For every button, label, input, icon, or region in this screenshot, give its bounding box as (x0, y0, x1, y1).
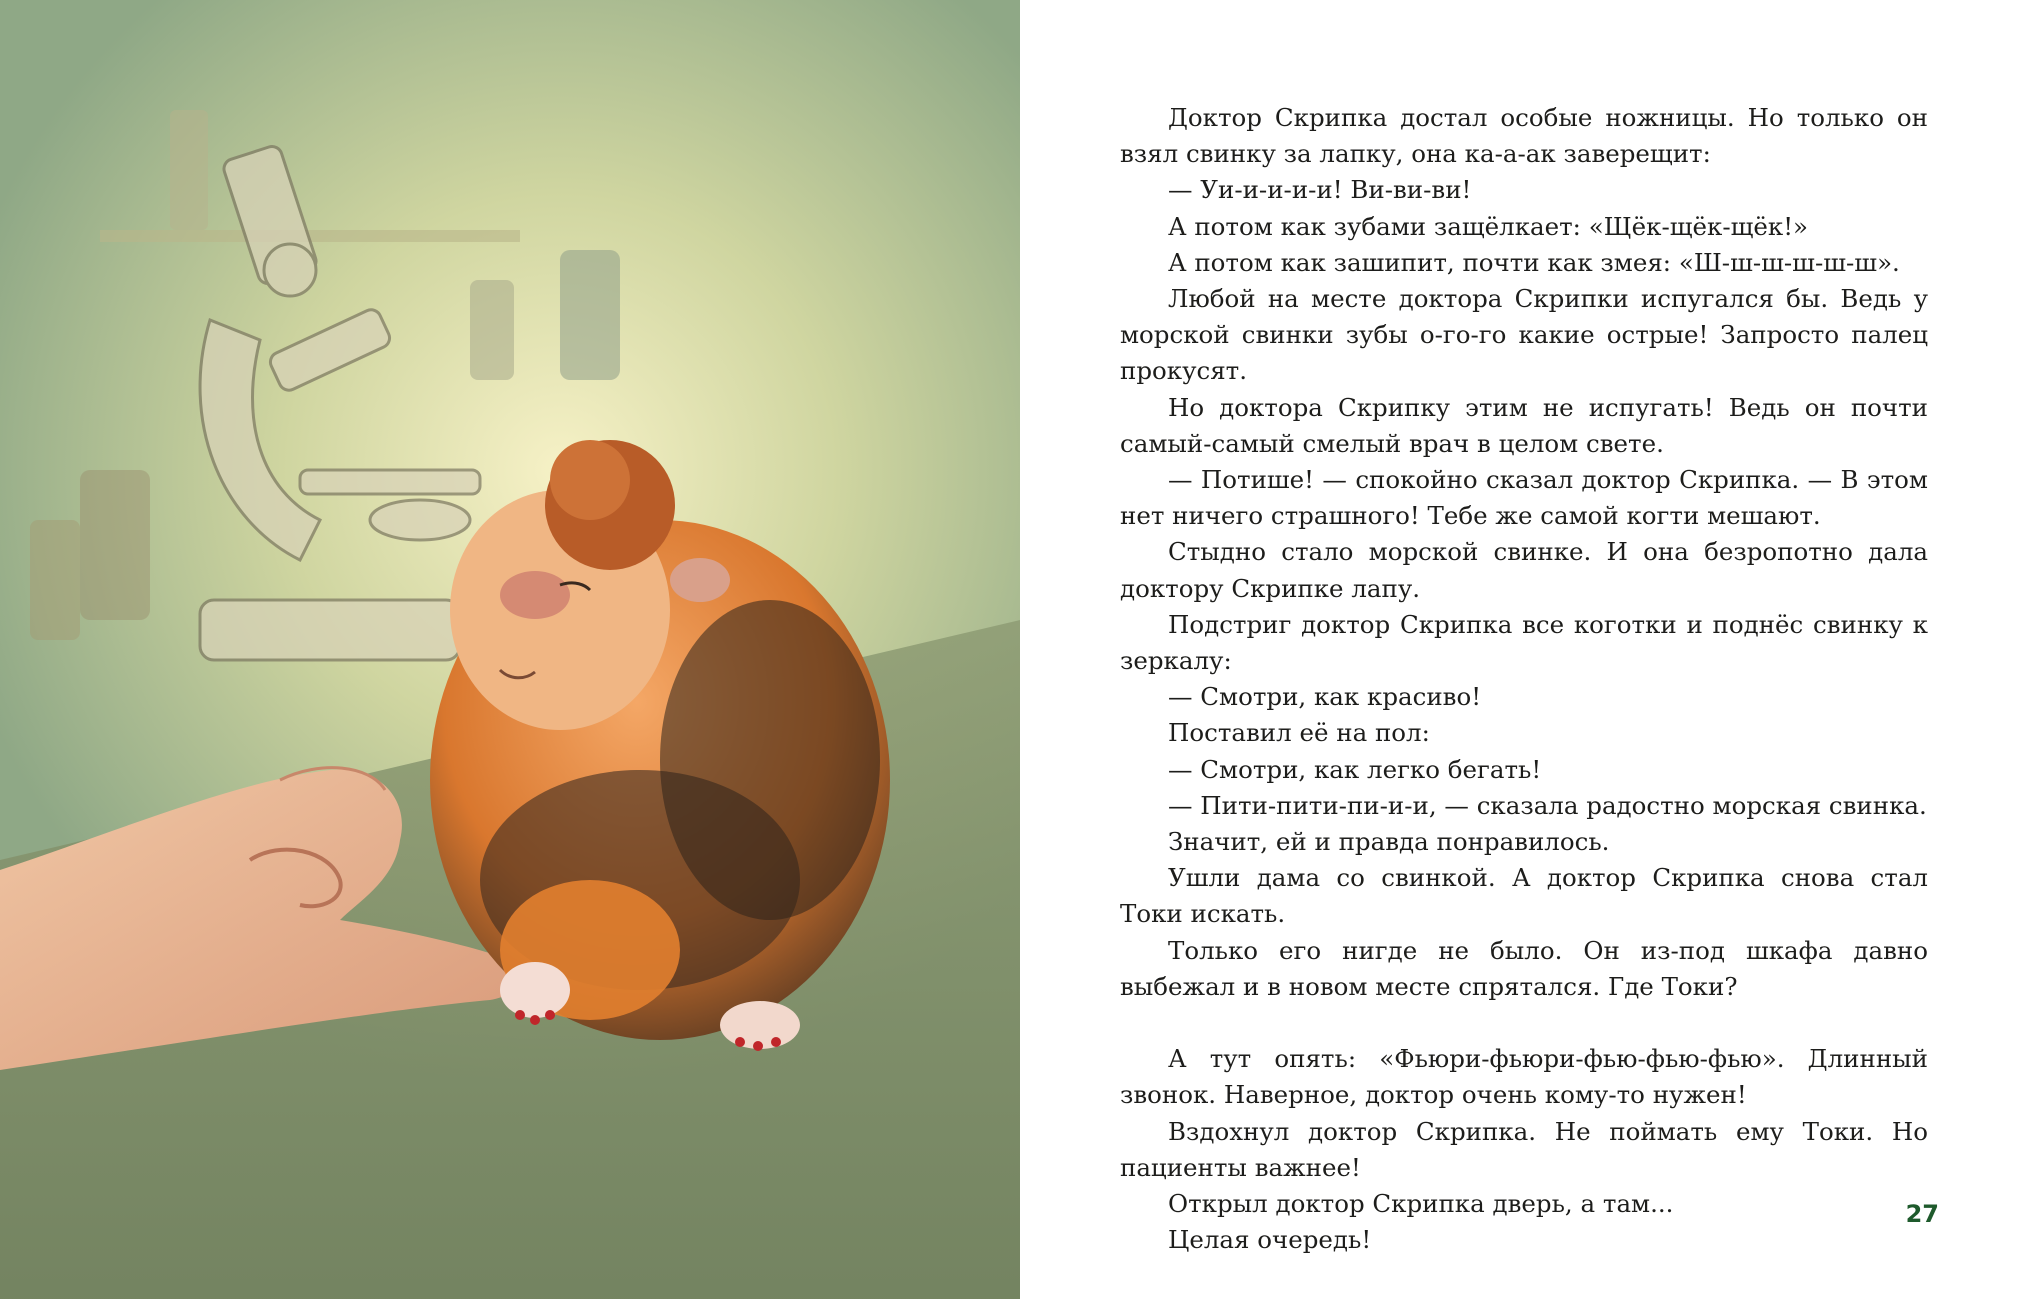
paragraph: А потом как зубами защёлкает: «Щёк-щёк-щёк!» (1168, 211, 1809, 241)
paragraph: Поставил её на пол: (1168, 718, 1430, 748)
story-text (1120, 100, 1928, 1258)
paragraph: Только его нигде не было. Он из-под шкафа давно выбежал и в новом месте спрятался. Где Токи? (1120, 935, 1928, 1001)
paragraph: Доктор Скрипка достал особые ножницы. Но только он взял свинку за лапку, она ка-а-ак заверещит: (1120, 103, 1928, 169)
paragraph: Значит, ей и правда понравилось. (1168, 827, 1610, 857)
paragraph: Ушли дама со свинкой. А доктор Скрипка снова стал Токи искать. (1120, 863, 1928, 929)
page-number: 27 (1905, 1200, 1939, 1228)
paragraph: — Смотри, как легко бегать! (1168, 754, 1542, 784)
paragraph: А тут опять: «Фьюри-фьюри-фью-фью-фью». Длинный звонок. Наверное, доктор очень кому-то нужен! (1120, 1044, 1928, 1110)
paragraph: Но доктора Скрипку этим не испугать! Ведь он почти самый-самый смелый врач в целом свете. (1120, 392, 1928, 458)
text-page (1020, 0, 2031, 1299)
paragraph: Любой на месте доктора Скрипки испугался бы. Ведь у морской свинки зубы о-го-го какие острые! Запросто палец прокусят. (1120, 284, 1928, 386)
paragraph: Целая очередь! (1168, 1225, 1372, 1255)
paragraph: Подстриг доктор Скрипка все коготки и поднёс свинку к зеркалу: (1120, 609, 1928, 676)
paragraph: А потом как зашипит, почти как змея: «Ш-ш-ш-ш-ш-ш». (1168, 247, 1900, 277)
paragraph: — Потише! — спокойно сказал доктор Скрипка. — В этом нет ничего страшного! Тебе же самой когти мешают. (1120, 465, 1928, 531)
paragraph: — Уи-и-и-и-и! Ви-ви-ви! (1168, 175, 1472, 205)
paragraph: — Пити-пити-пи-и-и, — сказала радостно морская свинка. (1168, 790, 1927, 820)
paragraph: — Смотри, как красиво! (1168, 682, 1482, 712)
paragraph: Открыл доктор Скрипка дверь, а там... (1168, 1189, 1674, 1219)
paragraph: Вздохнул доктор Скрипка. Не поймать ему Токи. Но пациенты важнее! (1120, 1116, 1928, 1182)
paragraph: Стыдно стало морской свинке. И она безропотно дала доктору Скрипке лапу. (1120, 537, 1928, 603)
